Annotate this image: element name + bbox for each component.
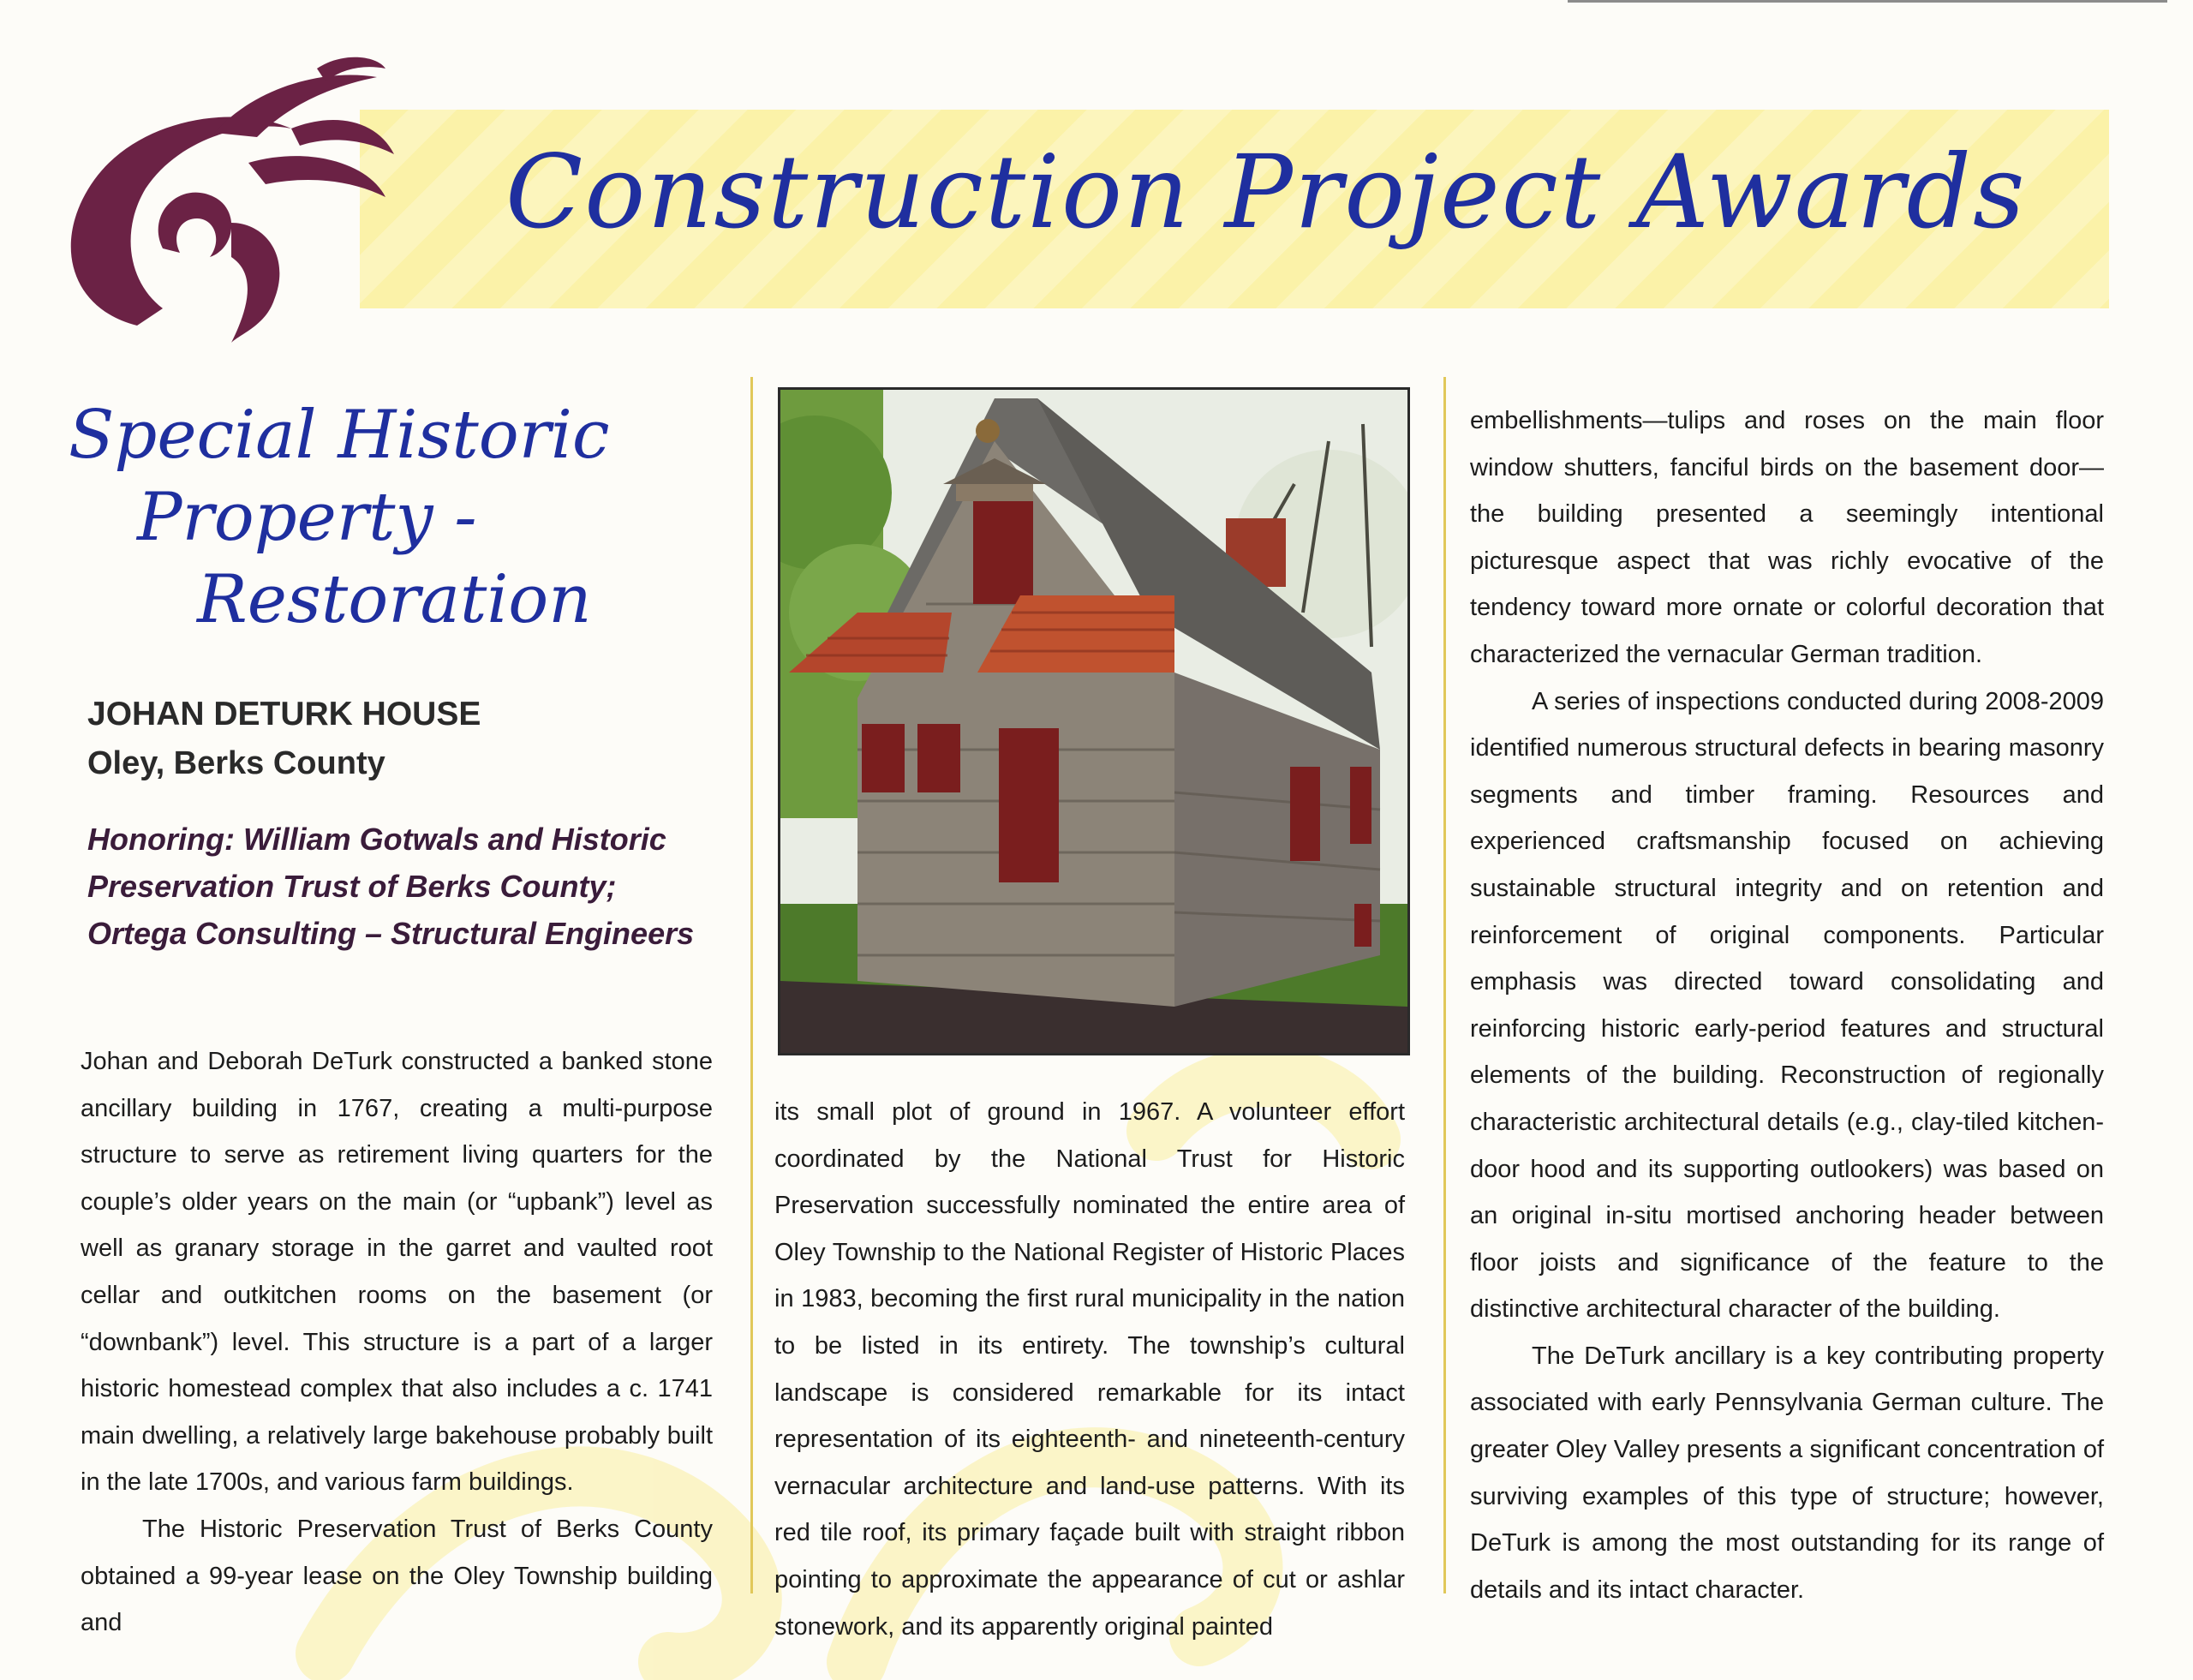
section-title — [69, 394, 685, 641]
section-title-line2: Property - — [137, 479, 477, 556]
body-paragraph: embellishments—tulips and roses on the main floor window shutters, fanciful birds on the basement door—the building presented a seemingly intentional picturesque aspect that was richly evocative of the tendency toward more ornate or colorful decoration that characterized the vernacular German tradition. — [1470, 407, 2104, 668]
house-photo — [778, 387, 1410, 1055]
body-paragraph: A series of inspections conducted during 2008-2009 identified numerous structural defects in bearing masonry segments and timber framing. Resources and experienced craftsmanship focused on achieving sustainable structural integrity and on retention and reinforcement of original components. Particular emphasis was directed toward consolidating and reinforcing historic early-period features and structural elements of the building. Reconstruction of regionally characteristic architectural details (e.g., clay-tiled kitchen-door hood and its supporting outlookers) was based on an original in-situ mortised anchoring header between floor joists and significance of the feature to the distinctive architectural character of the building. — [1470, 687, 2104, 1324]
body-column-2 — [774, 1089, 1405, 1650]
flourish-ornament-icon — [34, 51, 403, 343]
column-divider — [750, 377, 753, 1593]
page-title: Construction Project Awards — [505, 133, 2027, 251]
body-paragraph: Johan and Deborah DeTurk constructed a banked stone ancillary building in 1767, creating a multi-purpose structure to serve as retirement living quarters for the couple’s older years on the main (or “upbank”) level as well as granary storage in the garret and vaulted root cellar and outkitchen rooms on the basement (or “downbank”) level. This structure is a part of a larger historic homestead complex that also includes a c. 1741 main dwelling, a relatively large bakehouse probably built in the late 1700s, and various farm buildings. — [81, 1048, 713, 1497]
top-rule — [1568, 0, 2167, 3]
body-paragraph: The DeTurk ancillary is a key contributing property associated with early Pennsylvania German culture. The greater Oley Valley presents a significant concentration of surviving examples of this type of structure; however, DeTurk is among the most outstanding for its range of details and its intact character. — [1470, 1342, 2104, 1604]
project-name: JOHAN DETURK HOUSE — [87, 696, 481, 732]
body-column-1 — [81, 1038, 713, 1647]
section-title-line1: Special Historic — [69, 397, 610, 474]
honoring-credits: Honoring: William Gotwals and Historic Preservation Trust of Berks County; Ortega Consulting – Structural Engineers — [87, 822, 695, 951]
body-paragraph: its small plot of ground in 1967. A volunteer effort coordinated by the National Trust for Historic Preservation successfully nominated the entire area of Oley Township to the National Register of Historic Places in 1983, becoming the first rural municipality in the nation to be listed in its entirety. The township’s cultural landscape is considered remarkable for its intact representation of its eighteenth- and nineteenth-century vernacular architecture and land-use patterns. With its red tile roof, its primary façade built with straight ribbon pointing to approximate the appearance of cut or ashlar stonework, and its apparently original painted — [774, 1098, 1405, 1641]
body-column-3 — [1470, 398, 2104, 1613]
column-divider — [1443, 377, 1446, 1593]
project-location: Oley, Berks County — [87, 745, 385, 781]
body-paragraph: The Historic Preservation Trust of Berks County obtained a 99-year lease on the Oley Township building and — [81, 1515, 713, 1637]
section-title-line3: Restoration — [197, 561, 592, 638]
stone-house-illustration — [780, 390, 1407, 1053]
